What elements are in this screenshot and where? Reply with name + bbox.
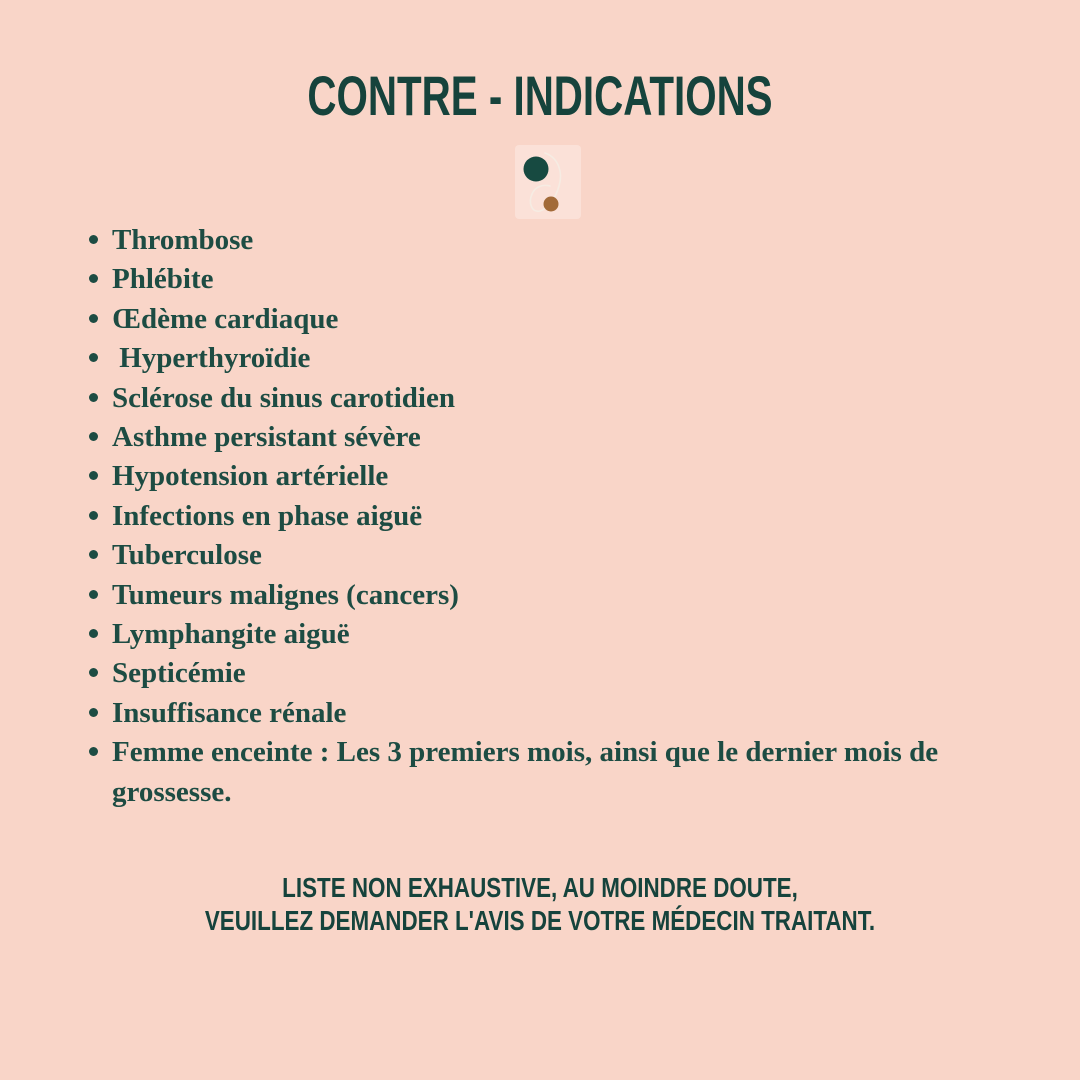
list-item	[88, 694, 980, 733]
bullet-icon	[88, 339, 112, 378]
list-item-label: Lymphangite aiguë	[112, 618, 350, 651]
brand-mark	[515, 145, 581, 219]
list-item-label: Sclérose du sinus carotidien	[112, 381, 455, 414]
list-item	[88, 339, 980, 378]
list-item	[88, 733, 980, 812]
bullet-icon	[88, 733, 112, 772]
list-item-label: Phlébite	[112, 263, 214, 296]
bullet-icon	[88, 497, 112, 536]
list-item-label: Insuffisance rénale	[112, 696, 347, 729]
bullet-icon	[88, 300, 112, 339]
list-item	[88, 536, 980, 575]
bullet-icon	[88, 576, 112, 615]
list-item	[88, 379, 980, 418]
list-item	[88, 654, 980, 693]
disclaimer-line-2: VEUILLEZ DEMANDER L'AVIS DE VOTRE MÉDECIN TRAITANT.	[204, 905, 876, 936]
bullet-icon	[88, 694, 112, 733]
brown-dot-icon	[544, 197, 559, 212]
list-item-label: Hyperthyroïdie	[112, 342, 311, 375]
list-item-label: Tuberculose	[112, 539, 262, 572]
bullet-icon	[88, 379, 112, 418]
list-item	[88, 260, 980, 299]
list-item-label: Œdème cardiaque	[112, 302, 339, 335]
list-item-label: Hypotension artérielle	[112, 460, 389, 493]
list-item-label: Femme enceinte : Les 3 premiers mois, ainsi que le dernier mois de grossesse.	[112, 736, 939, 808]
list-item	[88, 576, 980, 615]
bullet-icon	[88, 615, 112, 654]
page-title: CONTRE - INDICATIONS	[307, 64, 773, 127]
bullet-icon	[88, 260, 112, 299]
list-item-label: Septicémie	[112, 657, 246, 690]
bullet-icon	[88, 221, 112, 260]
abstract-circles-icon	[515, 145, 581, 219]
list-item-label: Tumeurs malignes (cancers)	[112, 578, 459, 611]
list-item	[88, 457, 980, 496]
list-item-label: Asthme persistant sévère	[112, 421, 421, 454]
list-item	[88, 418, 980, 457]
bullet-icon	[88, 457, 112, 496]
list-item-label: Thrombose	[112, 224, 254, 256]
bullet-icon	[88, 654, 112, 693]
disclaimer	[0, 871, 1080, 937]
disclaimer-line-1: LISTE NON EXHAUSTIVE, AU MOINDRE DOUTE,	[282, 872, 798, 903]
list-item-label: Infections en phase aiguë	[112, 499, 423, 532]
list-item	[88, 615, 980, 654]
teal-circle-icon	[524, 157, 549, 182]
bullet-icon	[88, 418, 112, 457]
list-item	[88, 497, 980, 536]
bullet-icon	[88, 536, 112, 575]
list-item	[88, 300, 980, 339]
list-item	[88, 221, 980, 260]
contraindications-list	[88, 221, 980, 812]
